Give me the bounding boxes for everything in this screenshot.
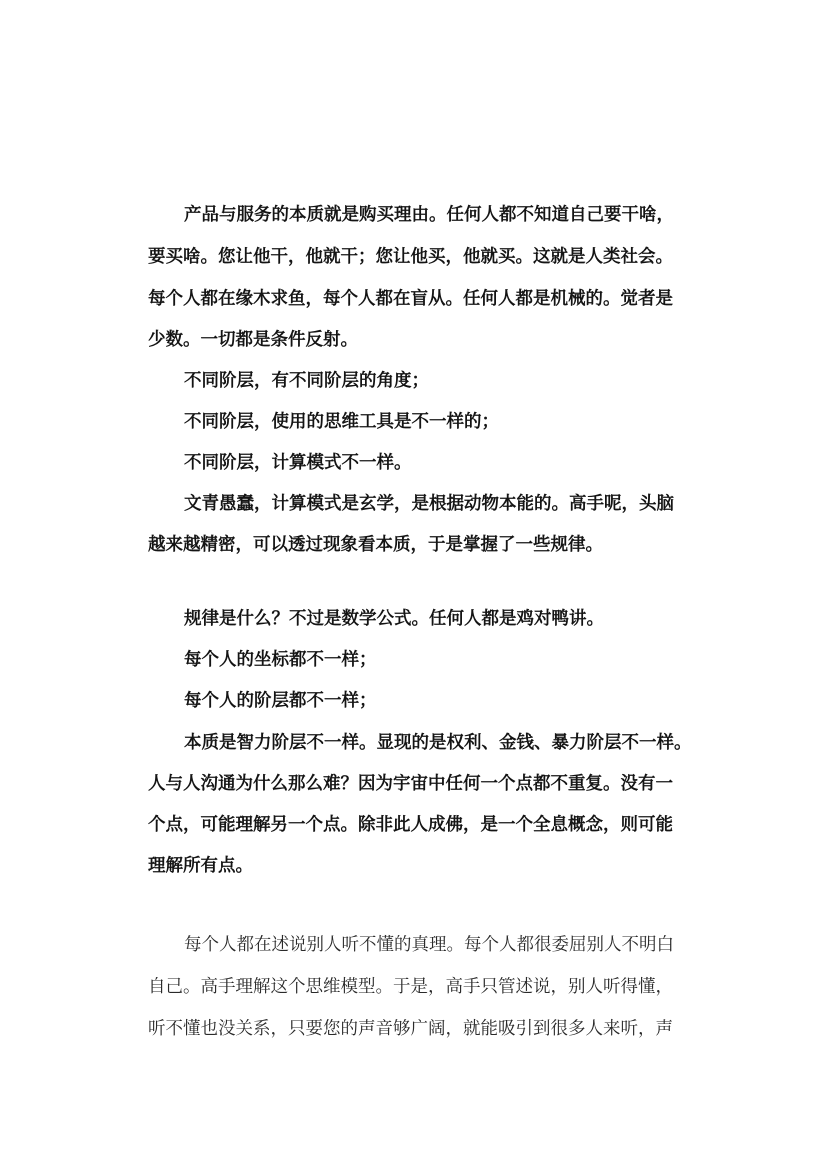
paragraph-line: 个点，可能理解另一个点。除非此人成佛，是一个全息概念，则可能 (148, 815, 673, 835)
paragraph-line: 每个人都在缘木求鱼，每个人都在盲从。任何人都是机械的。觉者是 (148, 289, 673, 309)
paragraph-line: 越来越精密，可以透过现象看本质，于是掌握了一些规律。 (148, 535, 603, 555)
paragraph-line: 要买啥。您让他干，他就干；您让他买，他就买。这就是人类社会。 (148, 247, 673, 267)
paragraph-line: 文青愚蠢，计算模式是玄学，是根据动物本能的。高手呢，头脑 (184, 494, 674, 514)
paragraph-line: 听不懂也没关系，只要您的声音够广阔，就能吸引到很多人来听，声 (148, 1019, 673, 1039)
paragraph-line: 每个人都在述说别人听不懂的真理。每个人都很委屈别人不明白 (184, 935, 674, 955)
paragraph-line: 每个人的阶层都不一样； (184, 691, 377, 711)
paragraph-line: 本质是智力阶层不一样。显现的是权利、金钱、暴力阶层不一样。 (184, 733, 692, 753)
paragraph-line: 人与人沟通为什么那么难？因为宇宙中任何一个点都不重复。没有一 (148, 774, 673, 794)
paragraph-line: 产品与服务的本质就是购买理由。任何人都不知道自己要干啥， (184, 205, 674, 225)
paragraph-line: 理解所有点。 (148, 856, 253, 876)
paragraph-line: 不同阶层，使用的思维工具是不一样的； (184, 412, 499, 432)
paragraph-line: 规律是什么？不过是数学公式。任何人都是鸡对鸭讲。 (184, 609, 604, 629)
paragraph-line: 自己。高手理解这个思维模型。于是，高手只管述说，别人听得懂， (148, 977, 673, 997)
paragraph-line: 少数。一切都是条件反射。 (148, 330, 358, 350)
paragraph-line: 不同阶层，计算模式不一样。 (184, 453, 412, 473)
paragraph-line: 不同阶层，有不同阶层的角度； (184, 371, 429, 391)
paragraph-line: 每个人的坐标都不一样； (184, 650, 377, 670)
